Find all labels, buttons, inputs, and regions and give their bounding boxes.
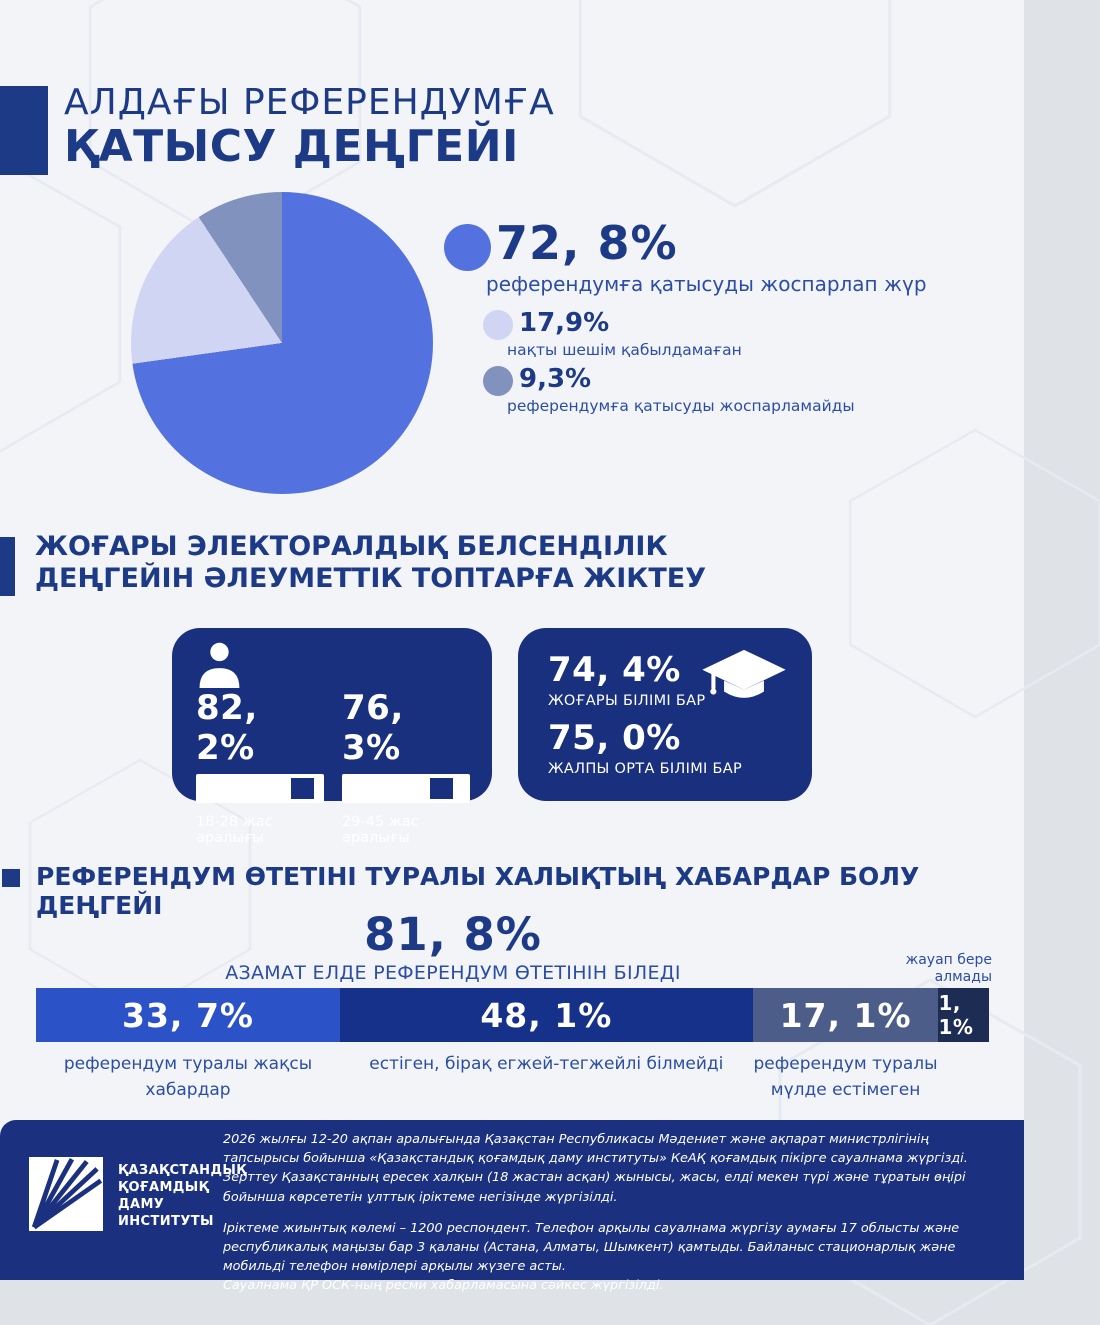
footer-panel [0, 1120, 1024, 1294]
bar-segment-value: 48, 1% [480, 995, 613, 1035]
section2-accent-bar [0, 537, 15, 596]
bar-segment-heard [340, 988, 753, 1042]
bar-segment-never-heard [753, 988, 939, 1042]
bar-segment-label: референдум туралы жақсы хабардар [63, 1054, 313, 1101]
hexagon-pattern-icon [580, 0, 890, 206]
section3-heading: РЕФЕРЕНДУМ ӨТЕТІНІ ТУРАЛЫ ХАЛЫҚТЫҢ ХАБАРДАР БОЛУ ДЕҢГЕЙІ [36, 862, 920, 920]
education-label: ЖОҒАРЫ БІЛІМІ БАР [548, 693, 706, 709]
legend-label: референдумға қатысуды жоспарламайды [507, 397, 855, 415]
age-group-gauge [342, 774, 470, 803]
education-value: 75, 0% [548, 718, 681, 758]
bar-segment-label: естіген, бірақ егжей-тегжейлі білмейді [369, 1054, 724, 1074]
page-title [64, 84, 555, 170]
legend-bullet-icon [483, 310, 513, 340]
section2-heading-line1: ЖОҒАРЫ ЭЛЕКТОРАЛДЫҚ БЕЛСЕНДІЛІК [35, 531, 668, 562]
bar-segment-value: 1, 1% [938, 991, 974, 1039]
pie-chart [131, 192, 433, 494]
legend-bullet-icon [444, 224, 491, 271]
legend-label: референдумға қатысуды жоспарлап жүр [486, 272, 927, 296]
bar-segment-value: 17, 1% [779, 995, 912, 1035]
legend-value: 72, 8% [496, 216, 678, 270]
bar-segment-label [938, 1051, 989, 1104]
hexagon-pattern-icon [0, 150, 120, 460]
institute-name-line: ҚОҒАМДЫҚ [118, 1179, 210, 1195]
institute-name-line: ИНСТИТУТЫ [118, 1213, 214, 1229]
age-group-label: 18-28 жас аралығы [196, 814, 273, 846]
title-accent-block [0, 86, 48, 175]
legend-value: 9,3% [519, 364, 592, 394]
legend-bullet-icon [483, 366, 513, 396]
age-group-value: 82, 2% [196, 688, 258, 768]
awareness-label: АЗАМАТ ЕЛДЕ РЕФЕРЕНДУМ ӨТЕТІНІН БІЛЕДІ [225, 962, 681, 984]
education-label: ЖАЛПЫ ОРТА БІЛІМІ БАР [548, 761, 742, 777]
methodology-paragraph: 2026 жылғы 12-20 ақпан аралығында Қазақстан Республикасы Мәдениет және ақпарат министрлігінің тапсырысы бойынша «Қазақстандық қоғамдық даму институты» КеАҚ қоғамдық пікірге сауалнама жүргізді. Зерттеу Қазақстанның ересек халқын (18 жастан асқан) жынысы, жасы, елді мекен түрі және тұратын өңірі бойынша көрсететін ұлттық іріктеме негізінде жүргізілді. [223, 1132, 968, 1205]
page-title-line2: ҚАТЫСУ ДЕҢГЕЙІ [64, 120, 519, 172]
age-groups-card [172, 628, 492, 846]
awareness-highlight [100, 908, 806, 984]
education-value: 74, 4% [548, 650, 681, 690]
age-group-gauge [196, 774, 324, 803]
gauge-marker [291, 778, 314, 799]
section2-heading-line2: ДЕҢГЕЙІН ӘЛЕУМЕТТІК ТОПТАРҒА ЖІКТЕУ [35, 563, 707, 595]
hexagon-pattern-icon [850, 430, 1100, 717]
awareness-value: 81, 8% [364, 908, 542, 961]
legend-label: нақты шешім қабылдамаған [507, 341, 742, 359]
age-group-label: 29-45 жас аралығы [342, 814, 419, 846]
age-group-value: 76, 3% [342, 688, 404, 768]
institute-name-line: ҚАЗАҚСТАНДЫҚ [118, 1163, 247, 1178]
institute-logo-icon [28, 1157, 104, 1231]
legend-value: 17,9% [519, 308, 610, 338]
legend-item-planning [444, 216, 927, 296]
section2-heading [35, 531, 706, 596]
age-group-29-45 [342, 688, 470, 846]
stacked-bar-chart [36, 988, 989, 1042]
page-title-line1: АЛДАҒЫ РЕФЕРЕНДУМҒА [64, 82, 555, 123]
methodology-sentence: Іріктеме жиынтық көлемі – 1200 респондент. Телефон арқылы сауалнама жүргізу аумағы 17 облысты және республикалық маңызы бар 3 қаланы (Астана, Алматы, Шымкент) қамтыды. Байланыс стационарлық және мобильді телефон нөмірлері арқылы жүзеге асты. [223, 1220, 960, 1275]
institute-name-line: ДАМУ [118, 1196, 165, 1212]
bar-segment-no-answer [938, 988, 989, 1042]
no-answer-note: жауап бере алмады [905, 952, 992, 985]
age-group-18-28 [196, 688, 324, 846]
methodology-text [223, 1130, 993, 1296]
methodology-sentence: Сауалнама ҚР ОСК-ның ресми хабарламасына сәйкес жүргізілді. [223, 1278, 664, 1294]
stacked-bar-labels [36, 1051, 989, 1104]
section3-accent-square [2, 869, 20, 887]
legend-item-undecided [483, 308, 742, 359]
bar-segment-value: 33, 7% [122, 995, 254, 1035]
bar-segment-label: референдум туралы мүлде естімеген [753, 1054, 938, 1101]
gauge-marker [430, 778, 453, 799]
person-icon [196, 642, 246, 688]
methodology-paragraph [223, 1219, 993, 1296]
education-card [518, 628, 812, 801]
bar-segment-well-informed [36, 988, 340, 1042]
legend-item-not-planning [483, 364, 855, 415]
graduation-cap-icon [698, 648, 790, 706]
